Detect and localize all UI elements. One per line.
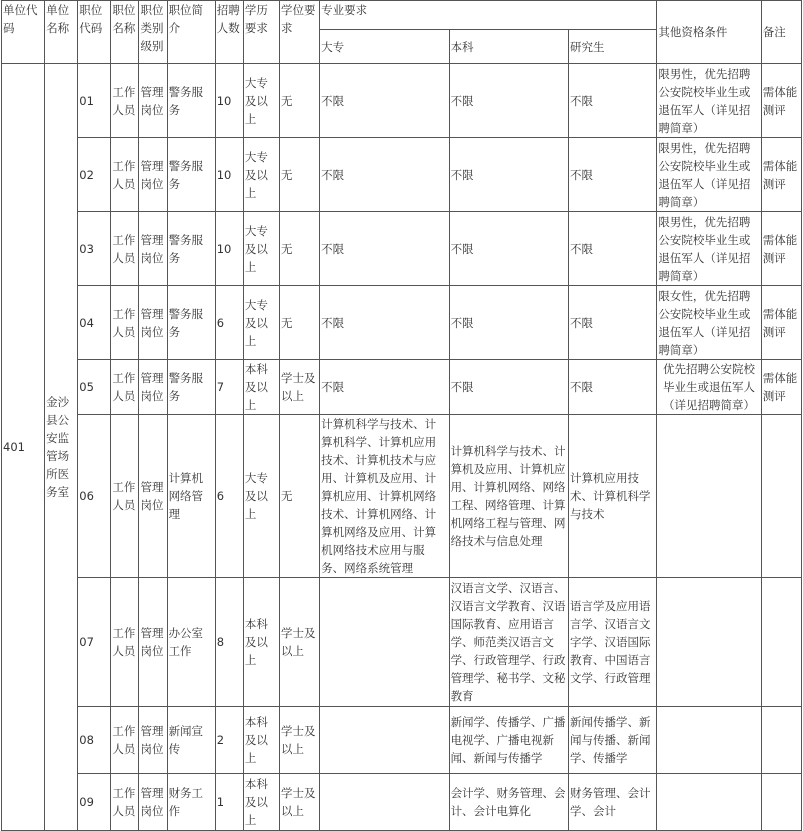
post-intro-cell: 警务服务 bbox=[167, 286, 215, 360]
post-name-cell: 工作人员 bbox=[111, 138, 139, 212]
college-major-cell: 不限 bbox=[320, 360, 449, 415]
post-name-cell: 工作人员 bbox=[111, 286, 139, 360]
degree-cell: 学士及以上 bbox=[279, 360, 319, 415]
education-cell: 大专及以上 bbox=[243, 212, 279, 286]
recruit-num-cell: 6 bbox=[215, 286, 243, 360]
post-name-cell: 工作人员 bbox=[111, 212, 139, 286]
remark-cell: 需体能测评 bbox=[761, 64, 801, 138]
header-education: 学历要求 bbox=[243, 1, 279, 64]
recruit-num-cell: 10 bbox=[215, 138, 243, 212]
bachelor-major-cell: 不限 bbox=[449, 286, 568, 360]
table-row bbox=[2, 707, 802, 774]
college-major-cell: 不限 bbox=[320, 212, 449, 286]
college-major-cell: 不限 bbox=[320, 64, 449, 138]
post-category-cell: 管理岗位 bbox=[139, 212, 167, 286]
bachelor-major-cell: 计算机科学与技术、计算机及应用、计算机应用、计算机网络、网络工程、网络管理、计算机网络工程与管理、网络技术与信息处理 bbox=[449, 415, 568, 578]
header-degree: 学位要求 bbox=[279, 1, 319, 64]
header-major-graduate: 研究生 bbox=[569, 30, 657, 64]
post-name-cell: 工作人员 bbox=[111, 774, 139, 831]
post-code-cell: 01 bbox=[78, 64, 111, 138]
graduate-major-cell: 新闻传播学、新闻与传播、新闻学、传播学 bbox=[569, 707, 657, 774]
graduate-major-cell: 不限 bbox=[569, 138, 657, 212]
degree-cell: 学士及以上 bbox=[279, 578, 319, 707]
post-name-cell: 工作人员 bbox=[111, 415, 139, 578]
post-intro-cell: 计算机网络管理 bbox=[167, 415, 215, 578]
education-cell: 大专及以上 bbox=[243, 286, 279, 360]
graduate-major-cell: 不限 bbox=[569, 212, 657, 286]
other-conditions-cell bbox=[657, 578, 761, 707]
recruit-num-cell: 7 bbox=[215, 360, 243, 415]
header-major-req: 专业要求 bbox=[320, 1, 657, 30]
recruit-num-cell: 2 bbox=[215, 707, 243, 774]
unit-code-cell: 401 bbox=[2, 64, 45, 831]
remark-cell bbox=[761, 578, 801, 707]
post-code-cell: 05 bbox=[78, 360, 111, 415]
post-name-cell: 工作人员 bbox=[111, 360, 139, 415]
post-code-cell: 09 bbox=[78, 774, 111, 831]
recruitment-table bbox=[1, 0, 802, 831]
education-cell: 本科及以上 bbox=[243, 774, 279, 831]
college-major-cell bbox=[320, 774, 449, 831]
post-category-cell: 管理岗位 bbox=[139, 64, 167, 138]
graduate-major-cell: 不限 bbox=[569, 64, 657, 138]
header-unit-name: 单位名称 bbox=[45, 1, 78, 64]
other-conditions-cell: 限女性，优先招聘公安院校毕业生或退伍军人（详见招聘简章） bbox=[657, 286, 761, 360]
header-row bbox=[2, 1, 802, 30]
education-cell: 大专及以上 bbox=[243, 138, 279, 212]
post-code-cell: 06 bbox=[78, 415, 111, 578]
degree-cell: 学士及以上 bbox=[279, 774, 319, 831]
remark-cell bbox=[761, 415, 801, 578]
college-major-cell bbox=[320, 578, 449, 707]
unit-name-cell: 金沙县公安监管场所医务室 bbox=[45, 64, 78, 831]
bachelor-major-cell: 不限 bbox=[449, 64, 568, 138]
remark-cell: 需体能测评 bbox=[761, 286, 801, 360]
table-row bbox=[2, 138, 802, 212]
post-category-cell: 管理岗位 bbox=[139, 774, 167, 831]
header-post-code: 职位代码 bbox=[78, 1, 111, 64]
post-code-cell: 04 bbox=[78, 286, 111, 360]
bachelor-major-cell: 新闻学、传播学、广播电视学、广播电视新闻、新闻与传播学 bbox=[449, 707, 568, 774]
other-conditions-cell bbox=[657, 707, 761, 774]
post-category-cell: 管理岗位 bbox=[139, 578, 167, 707]
other-conditions-cell: 限男性，优先招聘公安院校毕业生或退伍军人（详见招聘简章） bbox=[657, 212, 761, 286]
remark-cell: 需体能测评 bbox=[761, 360, 801, 415]
education-cell: 本科及以上 bbox=[243, 360, 279, 415]
graduate-major-cell: 语言学及应用语言学、汉语言文字学、汉语国际教育、中国语言文学、行政管理 bbox=[569, 578, 657, 707]
recruit-num-cell: 8 bbox=[215, 578, 243, 707]
post-category-cell: 管理岗位 bbox=[139, 138, 167, 212]
table-row bbox=[2, 360, 802, 415]
education-cell: 本科及以上 bbox=[243, 707, 279, 774]
header-major-college: 大专 bbox=[320, 30, 449, 64]
post-name-cell: 工作人员 bbox=[111, 707, 139, 774]
other-conditions-cell: 限男性，优先招聘公安院校毕业生或退伍军人（详见招聘简章） bbox=[657, 64, 761, 138]
education-cell: 大专及以上 bbox=[243, 415, 279, 578]
graduate-major-cell: 计算机应用技术、计算机科学与技术 bbox=[569, 415, 657, 578]
graduate-major-cell: 不限 bbox=[569, 286, 657, 360]
bachelor-major-cell: 不限 bbox=[449, 212, 568, 286]
college-major-cell: 计算机科学与技术、计算机科学、计算机应用技术、计算机技术与应用、计算机及应用、计算机应用、计算机网络技术、计算机网络、计算机网络及应用、计算机网络技术应用与服务、网络系统管理 bbox=[320, 415, 449, 578]
remark-cell bbox=[761, 707, 801, 774]
header-post-name: 职位名称 bbox=[111, 1, 139, 64]
post-category-cell: 管理岗位 bbox=[139, 360, 167, 415]
header-unit-code: 单位代码 bbox=[2, 1, 45, 64]
education-cell: 本科及以上 bbox=[243, 578, 279, 707]
degree-cell: 学士及以上 bbox=[279, 707, 319, 774]
table-row bbox=[2, 774, 802, 831]
other-conditions-cell bbox=[657, 774, 761, 831]
header-remarks: 备注 bbox=[761, 1, 801, 64]
post-intro-cell: 警务服务 bbox=[167, 360, 215, 415]
post-code-cell: 02 bbox=[78, 138, 111, 212]
post-intro-cell: 财务工作 bbox=[167, 774, 215, 831]
table-row bbox=[2, 415, 802, 578]
degree-cell: 无 bbox=[279, 286, 319, 360]
table-row bbox=[2, 64, 802, 138]
education-cell: 大专及以上 bbox=[243, 64, 279, 138]
post-category-cell: 管理岗位 bbox=[139, 415, 167, 578]
remark-cell: 需体能测评 bbox=[761, 138, 801, 212]
recruit-num-cell: 10 bbox=[215, 212, 243, 286]
post-code-cell: 07 bbox=[78, 578, 111, 707]
post-code-cell: 03 bbox=[78, 212, 111, 286]
header-major-bachelor: 本科 bbox=[449, 30, 568, 64]
post-code-cell: 08 bbox=[78, 707, 111, 774]
header-post-category: 职位类别级别 bbox=[139, 1, 167, 64]
header-post-intro: 职位简介 bbox=[167, 1, 215, 64]
bachelor-major-cell: 不限 bbox=[449, 360, 568, 415]
post-intro-cell: 新闻宣传 bbox=[167, 707, 215, 774]
bachelor-major-cell: 不限 bbox=[449, 138, 568, 212]
degree-cell: 无 bbox=[279, 415, 319, 578]
recruit-num-cell: 10 bbox=[215, 64, 243, 138]
post-intro-cell: 警务服务 bbox=[167, 64, 215, 138]
degree-cell: 无 bbox=[279, 212, 319, 286]
graduate-major-cell: 不限 bbox=[569, 360, 657, 415]
table-row bbox=[2, 578, 802, 707]
college-major-cell bbox=[320, 707, 449, 774]
table-row bbox=[2, 286, 802, 360]
bachelor-major-cell: 汉语言文学、汉语言、汉语言文学教育、汉语国际教育、应用语言学、师范类汉语言文学、行政管理学、行政管理学、秘书学、文秘教育 bbox=[449, 578, 568, 707]
recruit-num-cell: 6 bbox=[215, 415, 243, 578]
other-conditions-cell bbox=[657, 415, 761, 578]
table-row bbox=[2, 212, 802, 286]
post-intro-cell: 警务服务 bbox=[167, 138, 215, 212]
other-conditions-cell: 优先招聘公安院校毕业生或退伍军人（详见招聘简章） bbox=[657, 360, 761, 415]
college-major-cell: 不限 bbox=[320, 138, 449, 212]
college-major-cell: 不限 bbox=[320, 286, 449, 360]
remark-cell: 需体能测评 bbox=[761, 212, 801, 286]
bachelor-major-cell: 会计学、财务管理、会计、会计电算化 bbox=[449, 774, 568, 831]
post-intro-cell: 警务服务 bbox=[167, 212, 215, 286]
post-intro-cell: 办公室工作 bbox=[167, 578, 215, 707]
post-category-cell: 管理岗位 bbox=[139, 286, 167, 360]
degree-cell: 无 bbox=[279, 138, 319, 212]
other-conditions-cell: 限男性，优先招聘公安院校毕业生或退伍军人（详见招聘简章） bbox=[657, 138, 761, 212]
post-category-cell: 管理岗位 bbox=[139, 707, 167, 774]
remark-cell bbox=[761, 774, 801, 831]
recruit-num-cell: 1 bbox=[215, 774, 243, 831]
graduate-major-cell: 财务管理、会计学、会计 bbox=[569, 774, 657, 831]
post-name-cell: 工作人员 bbox=[111, 64, 139, 138]
header-other-conditions: 其他资格条件 bbox=[657, 1, 761, 64]
post-name-cell: 工作人员 bbox=[111, 578, 139, 707]
header-recruit-num: 招聘人数 bbox=[215, 1, 243, 64]
degree-cell: 无 bbox=[279, 64, 319, 138]
